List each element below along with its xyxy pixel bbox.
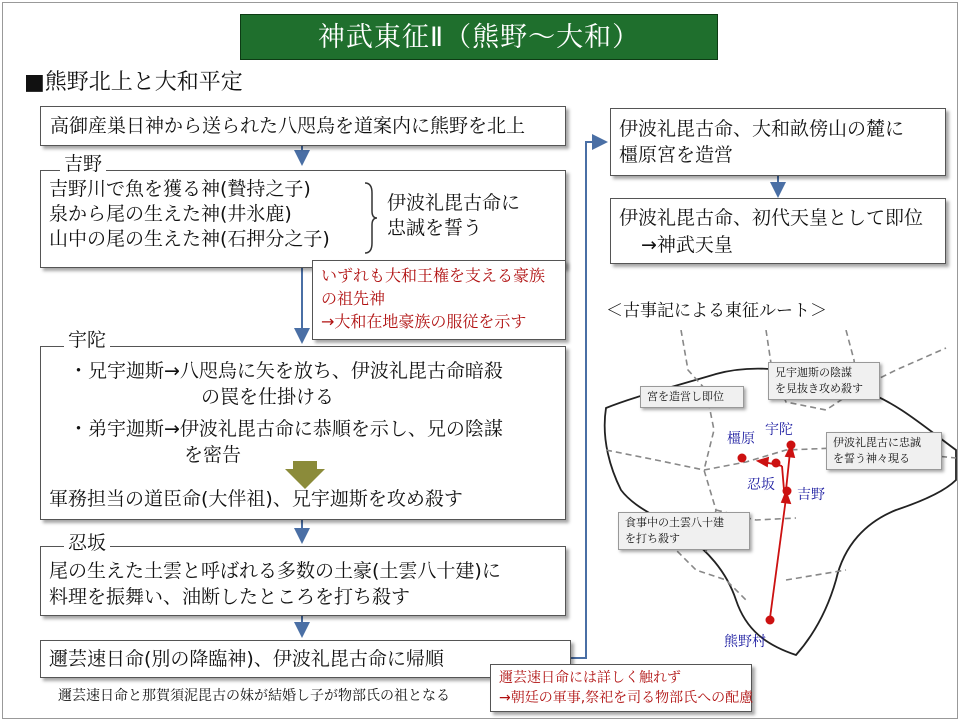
mononobe-note-2: →朝廷の軍事,祭祀を司る物部氏への配慮 <box>499 690 754 706</box>
yoshino-god-3: 山中の尾の生えた神(石押分之子) <box>49 228 330 250</box>
osaka-dot <box>772 459 781 468</box>
callout-yoshino-1: 伊波礼毘古に忠誠 <box>833 436 921 449</box>
yoshino-god-2: 泉から尾の生えた神(井氷鹿) <box>49 203 292 225</box>
uda-line-1b: の罠を仕掛ける <box>201 386 335 408</box>
slide-title: 神武東征Ⅱ（熊野～大和） <box>240 14 718 60</box>
kashihara-line-1: 伊波礼毘古命、大和畝傍山の麓に <box>619 118 905 140</box>
enthronement-line-2: →神武天皇 <box>641 234 733 256</box>
callout-osaka <box>618 512 750 550</box>
callout-yoshino <box>826 432 942 470</box>
yoshino-oath-1: 伊波礼毘古命に <box>387 192 521 214</box>
osaka-line-2: 料理を振舞い、油断したところを打ち殺す <box>49 586 411 608</box>
osaka-label: 忍坂 <box>64 532 110 554</box>
section-heading: ■熊野北上と大和平定 <box>24 70 243 95</box>
mononobe-note-box <box>490 664 752 712</box>
step-yatagarasu-box <box>40 106 566 146</box>
brace-icon <box>363 181 379 255</box>
callout-uda <box>768 362 880 400</box>
ancestor-note-box <box>312 260 566 340</box>
route-arrows <box>758 446 794 618</box>
callout-yoshino-2: を誓う神々現る <box>833 452 910 465</box>
yoshino-label: 吉野 <box>60 153 106 175</box>
footnote: 邇芸速日命と那賀須泥毘古の妹が結婚し子が物部氏の祖となる <box>58 688 450 704</box>
ancestor-note-1: いずれも大和王権を支える豪族 <box>321 266 546 285</box>
map-label-osaka: 忍坂 <box>747 477 775 493</box>
step-yatagarasu-text: 高御産巣日神から送られた八咫烏を道案内に熊野を北上 <box>50 115 526 137</box>
ancestor-note-2: の祖先神 <box>321 289 386 308</box>
osaka-box <box>40 546 566 616</box>
yoshino-dot <box>783 487 792 496</box>
map-label-kashihara: 橿原 <box>727 431 755 447</box>
yoshino-god-1: 吉野川で魚を獲る神(贄持之子) <box>49 178 311 200</box>
enthronement-box <box>610 198 946 264</box>
callout-osaka-2: を打ち殺す <box>625 532 680 545</box>
callout-palace <box>640 386 744 408</box>
map-title: ＜古事記による東征ルート＞ <box>606 301 827 321</box>
callout-osaka-1: 食事中の土雲八十建 <box>625 516 724 529</box>
kashihara-box <box>610 108 946 176</box>
uda-line-2b: を密告 <box>184 444 242 466</box>
callout-palace-text: 宮を造営し即位 <box>647 390 724 403</box>
map-label-uda: 宇陀 <box>765 422 793 438</box>
yoshino-oath-2: 忠誠を誓う <box>387 217 483 239</box>
uda-box <box>40 346 566 520</box>
uda-label: 宇陀 <box>64 329 110 351</box>
callout-uda-2: を見抜き攻め殺す <box>775 382 863 395</box>
callout-uda-1: 兄宇迦斯の陰謀 <box>775 366 852 379</box>
uda-dot <box>787 441 796 450</box>
uda-line-1a: ・兄宇迦斯→八咫烏に矢を放ち、伊波礼毘古命暗殺 <box>69 360 503 382</box>
nigihayahi-text: 邇芸速日命(別の降臨神)、伊波礼毘古命に帰順 <box>49 648 444 670</box>
yoshino-box <box>40 170 566 268</box>
map-label-yoshino: 吉野 <box>797 487 825 503</box>
ancestor-note-3: →大和在地豪族の服従を示す <box>321 312 527 331</box>
enthronement-line-1: 伊波礼毘古命、初代天皇として即位 <box>619 207 924 229</box>
uda-line-2a: ・弟宇迦斯→伊波礼毘古命に恭順を示し、兄の陰謀 <box>69 418 503 440</box>
down-arrow-icon <box>285 461 325 489</box>
uda-result: 軍務担当の道臣命(大伴祖)、兄宇迦斯を攻め殺す <box>49 488 463 510</box>
osaka-line-1: 尾の生えた土雲と呼ばれる多数の土豪(土雲八十建)に <box>49 560 501 582</box>
kashihara-dot <box>738 454 747 463</box>
kashihara-line-2: 橿原宮を造営 <box>619 144 734 166</box>
map-label-kumano: 熊野村 <box>724 634 766 650</box>
kumano-dot <box>766 616 775 625</box>
mononobe-note-1: 邇芸速日命には詳しく触れず <box>499 670 681 686</box>
